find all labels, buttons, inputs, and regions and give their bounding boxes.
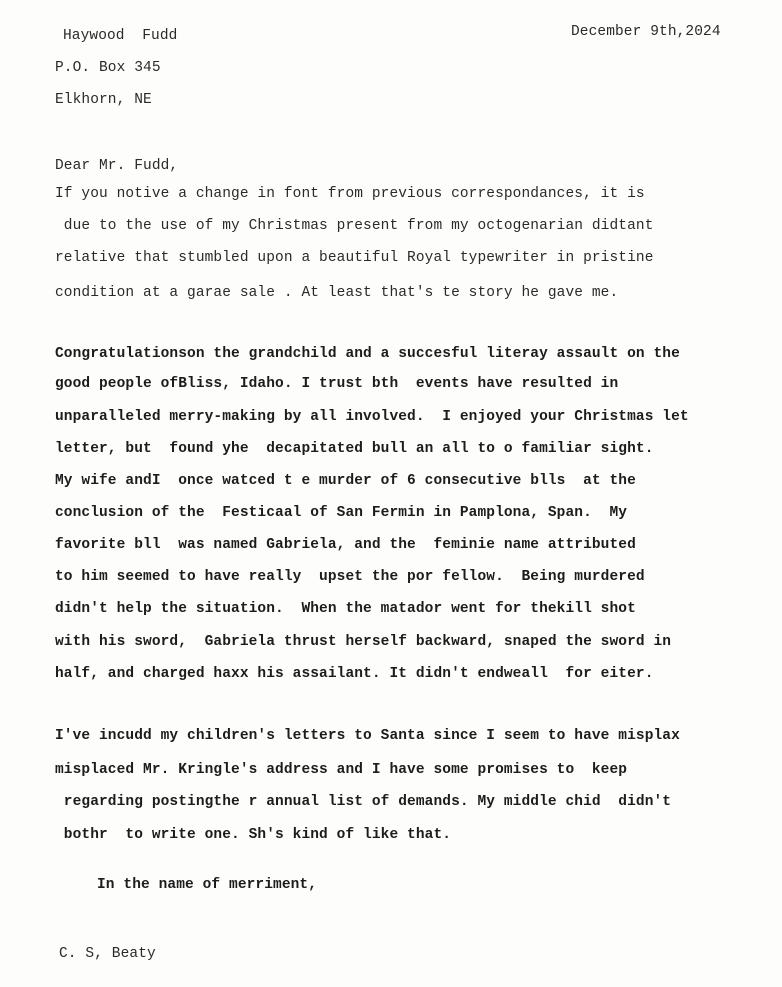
paragraph-line: relative that stumbled upon a beautiful Royal typewriter in pristine xyxy=(55,250,654,266)
paragraph-line: Congratulationson the grandchild and a succesful literay assault on the xyxy=(55,346,680,362)
paragraph-line: favorite bll was named Gabriela, and the feminie name attributed xyxy=(55,537,636,553)
sender-address-line-2: Elkhorn, NE xyxy=(55,92,152,108)
paragraph-line: unparalleled merry-making by all involved. I enjoyed your Christmas let xyxy=(55,409,689,425)
paragraph-line: letter, but found yhe decapitated bull an all to o familiar sight. xyxy=(55,441,654,457)
paragraph-line: misplaced Mr. Kringle's address and I have some promises to keep xyxy=(55,762,628,778)
paragraph-line: with his sword, Gabriela thrust herself backward, snaped the sword in xyxy=(55,634,672,650)
sender-address-line-1: P.O. Box 345 xyxy=(55,60,161,76)
paragraph-line: conclusion of the Festicaal of San Fermin in Pamplona, Span. My xyxy=(55,505,628,521)
paragraph-line: didn't help the situation. When the matador went for thekill shot xyxy=(55,601,636,617)
paragraph-line: to him seemed to have really upset the por fellow. Being murdered xyxy=(55,569,645,585)
signature: C. S, Beaty xyxy=(59,946,156,962)
closing: In the name of merriment, xyxy=(97,877,318,893)
paragraph-line: good people ofBliss, Idaho. I trust bth events have resulted in xyxy=(55,376,619,392)
paragraph-line: If you notive a change in font from previous correspondances, it is xyxy=(55,186,645,202)
paragraph-line: condition at a garae sale . At least that's te story he gave me. xyxy=(55,285,619,301)
paragraph-line: regarding postingthe r annual list of demands. My middle chid didn't xyxy=(55,794,672,810)
paragraph-line: I've incudd my children's letters to Santa since I seem to have misplax xyxy=(55,728,680,744)
paragraph-line: due to the use of my Christmas present from my octogenarian didtant xyxy=(55,218,654,234)
salutation: Dear Mr. Fudd, xyxy=(55,158,179,174)
paragraph-line: My wife andI once watced t e murder of 6 consecutive blls at the xyxy=(55,473,636,489)
letter-date: December 9th,2024 xyxy=(571,24,721,40)
paragraph-line: bothr to write one. Sh's kind of like that. xyxy=(55,827,452,843)
sender-name: Haywood Fudd xyxy=(63,28,178,44)
paragraph-line: half, and charged haxx his assailant. It didn't endweall for eiter. xyxy=(55,666,654,682)
